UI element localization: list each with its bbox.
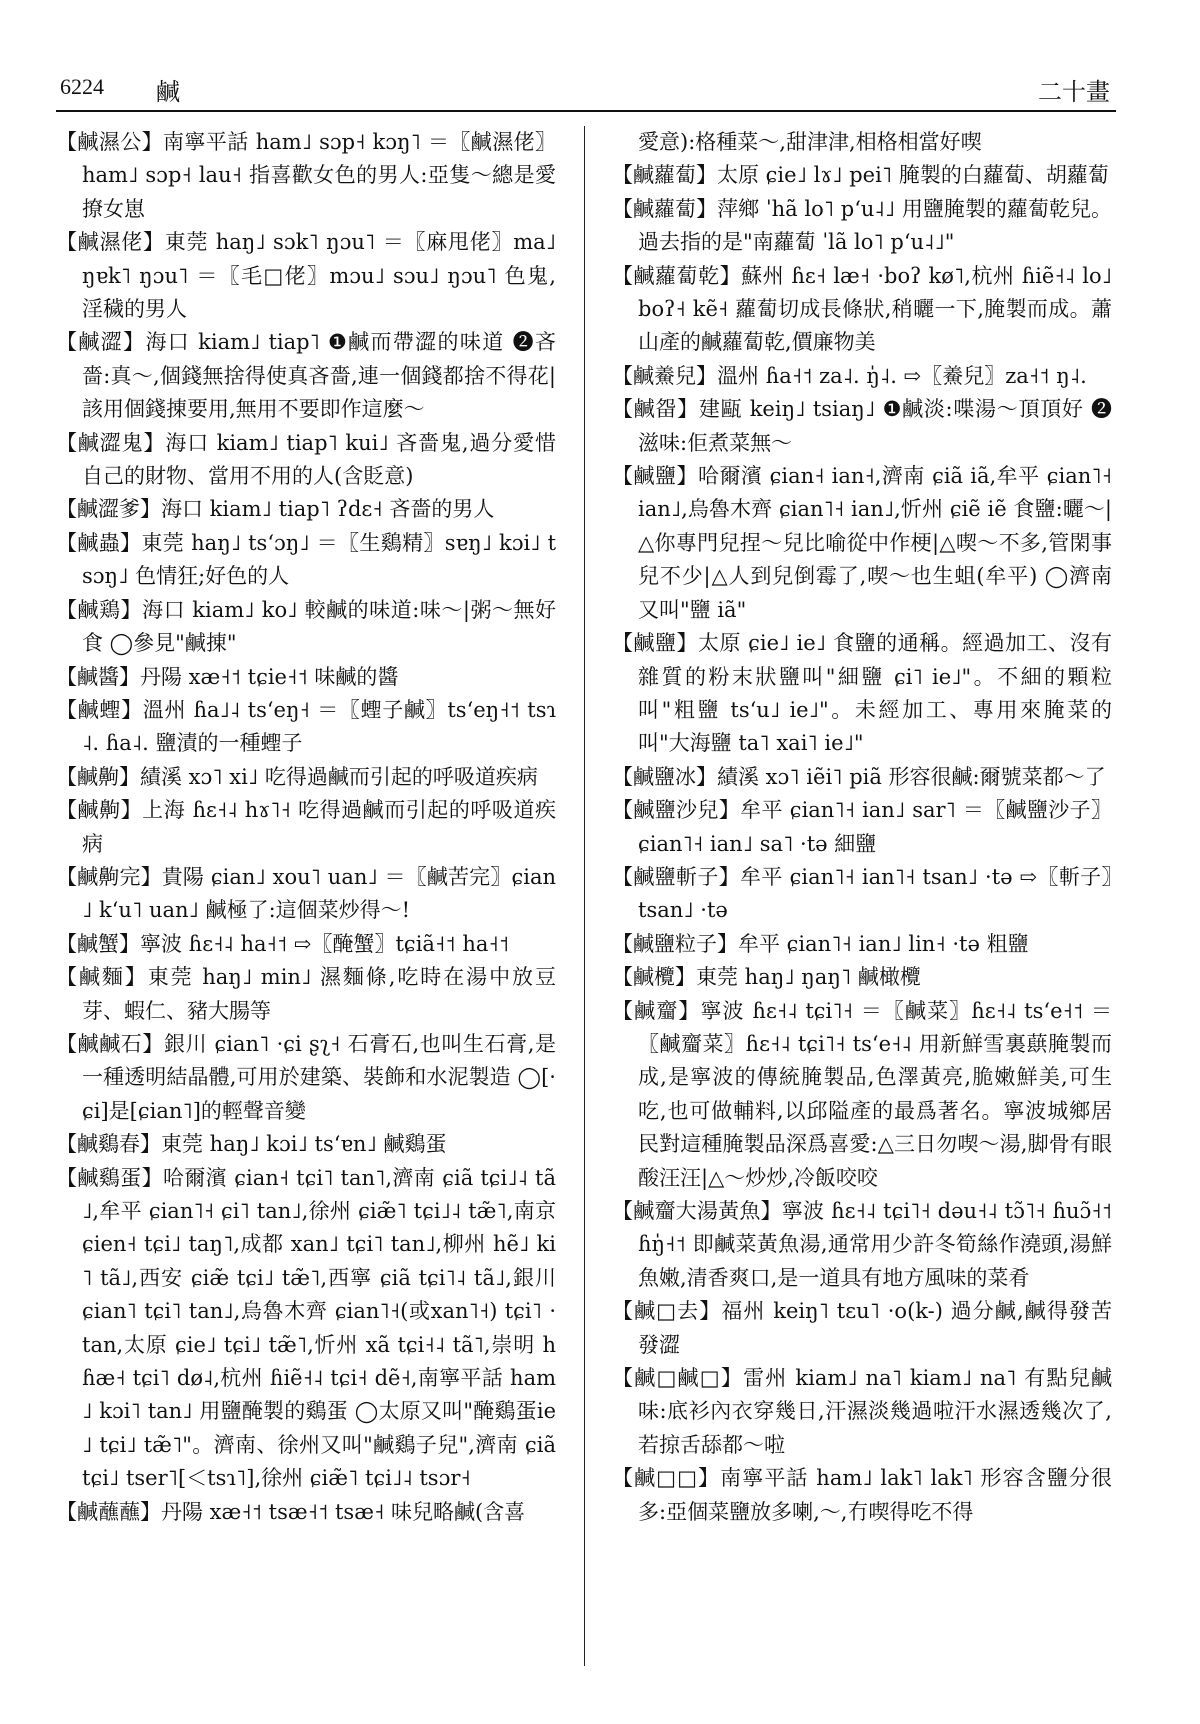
dictionary-entry	[612, 159, 1112, 192]
entry-headword: 【鹹鹽沙兒】	[612, 798, 741, 823]
page-header	[56, 60, 1116, 112]
entry-headword: 【鹹鹽粒子】	[612, 931, 738, 956]
entry-headword: 【鹹麵】	[56, 965, 148, 990]
entry-headword: 【鹹鷄春】	[56, 1132, 161, 1157]
entry-definition: 貴陽 ɕian˩ xou˥ uan˩ ＝〖鹹苦完〗ɕian˩ kʻu˥ uan˩ 鹹極了:這個菜炒得～!	[82, 864, 556, 923]
entry-headword: 【鹹澀爹】	[56, 497, 161, 522]
entry-definition: 海口 kiam˩ ko˩ 較鹹的味道:味～|粥～無好食 ◯參見"鹹㨂"	[82, 597, 556, 656]
column-divider	[584, 126, 585, 1666]
dictionary-page	[56, 60, 1116, 1670]
entry-definition: 海口 kiam˩ tiap˥ kui˩ 吝嗇鬼,過分愛惜自己的財物、當用不用的人(含貶意)	[82, 430, 556, 489]
entry-headword: 【鹹澀】	[56, 330, 146, 355]
entry-definition: 東莞 haŋ˩ ŋaŋ˥ 鹹橄欖	[696, 965, 921, 990]
entry-definition: 東莞 haŋ˩ kɔi˩ tsʻɐn˩ 鹹鷄蛋	[161, 1132, 447, 1157]
dictionary-entry	[612, 761, 1112, 794]
dictionary-entry	[56, 661, 556, 694]
dictionary-entry	[56, 861, 556, 928]
dictionary-entry	[56, 527, 556, 594]
entry-definition: 太原 ɕie˩ ie˩ 食鹽的通稱。經過加工、沒有雜質的粉末狀鹽叫"細鹽 ɕi˥ ie˩"。不細的顆粒叫"粗鹽 tsʻu˩ ie˩"。未經加工、專用來腌菜的叫"大海鹽 ta˥ xai˥ ie˩"	[638, 631, 1112, 756]
dictionary-entry	[612, 995, 1112, 1195]
dictionary-entry	[56, 326, 556, 426]
entry-definition: 東莞 haŋ˩ sɔk˥ ŋɔu˥ ＝〖麻甩佬〗ma˩ ŋɐk˥ ŋɔu˥ ＝〖毛□佬〗mɔu˩ sɔu˩ ŋɔu˥ 色鬼,淫穢的男人	[82, 230, 556, 322]
entry-headword: 【鹹蟶】	[56, 697, 143, 722]
dictionary-entry	[612, 1362, 1112, 1462]
entry-definition: 建甌 keiŋ˩ tsiaŋ˩ ❶鹹淡:喋湯～頂頂好 ❷滋味:佢煮菜無～	[638, 397, 1112, 455]
entry-definition: 哈爾濱 ɕian˧ tɕi˥ tan˥,濟南 ɕiã tɕi˩˨ tã˩,牟平 ɕian˥˧ ɕi˥ tan˩,徐州 ɕiæ̃˥ tɕi˩˨ tæ̃˥,南京 ɕien˧ tɕi˩ taŋ˥,成都 xan˩ tɕi˥ tan˩,柳州 hẽ˩ ki˥ tã˩,西安 ɕiæ̃ tɕi˩ tæ̃˥,西寧 ɕiã tɕi˥˨ tã˩,銀川 ɕian˥ tɕi˥ tan˩,烏魯木齊 ɕian˥˧(或xan˥˧) tɕi˥ ·tan,太原 ɕie˩ tɕi˩ tæ̃˥,忻州 xã tɕi˧˨ tã˥,崇明 hɦæ˧ tɕi˥ dø˨,杭州 ɦiẽ˧˨ tɕi˧ dẽ˧,南寧平話 ham˩ kɔi˥ tan˩ 用鹽醃製的鷄蛋 ◯太原又叫"醃鷄蛋ie˩ tɕi˩ tæ̃˥"。濟南、徐州又叫"鹹鷄子兒",濟南 ɕiã tɕi˩ tser˥[＜tsɿ˥],徐州 ɕiæ̃˥ tɕi˩˨ tsɔr˧	[82, 1165, 556, 1491]
dictionary-entry	[612, 928, 1112, 961]
entry-headword: 【鹹蟲】	[56, 530, 142, 555]
dictionary-entry	[612, 360, 1112, 393]
entry-headword: 【鹹□□】	[612, 1466, 721, 1491]
page-number: 6224	[60, 74, 104, 99]
right-column	[612, 126, 1112, 1666]
dictionary-entry	[612, 1295, 1112, 1362]
entry-headword: 【鹹齏】	[612, 998, 701, 1023]
entry-headword: 【鹹濕佬】	[56, 230, 165, 255]
dictionary-entry	[612, 1195, 1112, 1295]
entry-definition: 丹陽 xæ˧˦ tɕie˧˦ 味鹹的醬	[140, 664, 399, 689]
entry-definition: 蘇州 ɦɛ˧ læ˧ ·boʔ kø˥,杭州 ɦiẽ˧˨ lo˩ boʔ˧ kẽ˧ 蘿蔔切成長條狀,稍曬一下,腌製而成。蕭山產的鹹蘿蔔乾,價廉物美	[638, 263, 1112, 355]
entry-definition: 溫州 ɦa˧˦ za˨. ŋ̍˨. ⇨〖鯗兒〗za˧˦ ŋ˨.	[717, 363, 1087, 388]
entry-headword: 【鹹鹽斬子】	[612, 864, 740, 889]
entry-headword: 【鹹□去】	[612, 1299, 722, 1324]
dictionary-entry	[612, 193, 1112, 260]
entry-headword: 【鹹鹽】	[612, 464, 698, 489]
entry-headword: 【鹹鹹石】	[56, 1031, 164, 1056]
entry-headword: 【鹹鯗兒】	[612, 363, 717, 388]
entry-definition: 雷州 kiam˩ na˥ kiam˩ na˥ 有點兒鹹味:底衫內衣穿幾日,汗濕淡幾過啦汗水濕透幾次了,若掠舌舔都～啦	[638, 1366, 1112, 1457]
entry-headword: 【鹹齁】	[56, 764, 140, 789]
entry-definition: 哈爾濱 ɕian˧ ian˧,濟南 ɕiã iã,牟平 ɕian˥˧ ian˩,烏魯木齊 ɕian˥˧ ian˩,忻州 ɕiẽ iẽ 食鹽:曬～|△你專門兒捏～兒比喻從中作梗|△喫～不多,管閑事兒不少|△人到兒倒霉了,喫～也生蛆(牟平) ◯濟南又叫"鹽 iã"	[638, 464, 1112, 622]
entry-headword: 【鹹鹽冰】	[612, 764, 717, 789]
entry-headword: 【鹹□鹹□】	[612, 1366, 744, 1391]
dictionary-entry	[56, 427, 556, 494]
dictionary-entry	[56, 226, 556, 326]
entry-definition: 海口 kiam˩ tiap˥ ʔdɛ˧ 吝嗇的男人	[161, 497, 495, 522]
entry-definition: 銀川 ɕian˥ ·ɕi ʂʅ˧ 石膏石,也叫生石膏,是一種透明結晶體,可用於建築、裝飾和水泥製造 ◯[·ɕi]是[ɕian˥]的輕聲音變	[82, 1031, 556, 1123]
entry-headword: 【鹹鹽】	[612, 631, 698, 656]
entry-headword: 【鹹蘿蔔】	[612, 196, 718, 221]
dictionary-entry	[56, 928, 556, 961]
entry-definition: 南寧平話 ham˩ sɔp˧ kɔŋ˥ ＝〖鹹濕佬〗ham˩ sɔp˧ lau˧ 指喜歡女色的男人:亞隻～總是愛撩女崽	[82, 130, 556, 221]
entry-definition: 丹陽 xæ˧˦ tsæ˧˦ tsæ˧ 味兒略鹹(含喜	[161, 1499, 526, 1524]
dictionary-entry	[56, 1162, 556, 1496]
running-headword: 鹹	[156, 78, 180, 106]
entry-definition: 東莞 haŋ˩ tsʻɔŋ˩ ＝〖生鷄精〗sɐŋ˩ kɔi˩ tsɔŋ˩ 色情狂;好色的人	[82, 530, 556, 589]
dictionary-entry	[612, 861, 1112, 928]
entry-definition: 牟平 ɕian˥˧ ian˩ sar˥ ＝〖鹹鹽沙子〗ɕian˥˧ ian˩ sa˥ ·tə 細鹽	[638, 798, 1112, 856]
dictionary-entry	[612, 393, 1112, 460]
entry-definition: 上海 ɦɛ˧˨ hɤ˥˧ 吃得過鹹而引起的呼吸道疾病	[82, 798, 556, 856]
dictionary-entry	[56, 493, 556, 526]
left-column	[56, 126, 556, 1666]
entry-definition: 寧波 ɦɛ˧˨ tɕi˥˧ dəu˧˨ tɔ̃˥˧ ɦuɔ̃˧˦ ɦŋ̍˧˦ 即鹹菜黃魚湯,通常用少許冬筍絲作澆頭,湯鮮魚嫩,清香爽口,是一道具有地方風味的菜肴	[638, 1199, 1112, 1290]
entry-definition: 溫州 ɦa˩˨ tsʻeŋ˧ ＝〖蟶子鹹〗tsʻeŋ˧˦ tsɿ˨. ɦa˨. 鹽漬的一種蟶子	[82, 697, 556, 756]
entry-headword: 【鹹蘿蔔乾】	[612, 263, 742, 288]
dictionary-entry	[612, 961, 1112, 994]
entry-headword: 【鹹鷄蛋】	[56, 1165, 163, 1190]
stroke-section: 二十畫	[1038, 78, 1110, 106]
entry-columns	[56, 126, 1116, 1666]
entry-definition: 東莞 haŋ˩ min˩ 濕麵條,吃時在湯中放豆芽、蝦仁、豬大腸等	[82, 965, 556, 1023]
dictionary-entry	[612, 627, 1112, 761]
entry-definition: 萍鄉 ˈhã lo˥ pʻu˨˩ 用鹽腌製的蘿蔔乾兒。過去指的是"南蘿蔔 ˈlã lo˥ pʻu˨˩"	[638, 196, 1112, 255]
entry-definition: 南寧平話 ham˩ lak˥ lak˥ 形容含鹽分很多:亞個菜鹽放多喇,～,冇喫得吃不得	[638, 1466, 1112, 1524]
entry-headword: 【鹹醬】	[56, 664, 140, 689]
dictionary-entry	[612, 126, 1112, 159]
dictionary-entry	[612, 260, 1112, 360]
dictionary-entry	[56, 1496, 556, 1529]
dictionary-entry	[612, 460, 1112, 627]
dictionary-entry	[56, 794, 556, 861]
entry-headword: 【鹹欖】	[612, 965, 696, 990]
entry-definition: 太原 ɕie˩ lɤ˩ pei˥ 腌製的白蘿蔔、胡蘿蔔	[717, 163, 1109, 188]
dictionary-entry	[612, 1462, 1112, 1529]
entry-definition: 寧波 ɦɛ˧˨ tɕi˥˧ ＝〖鹹菜〗ɦɛ˧˨ tsʻe˧˦ ＝〖鹹齏菜〗ɦɛ˧˨ tɕi˥˧ tsʻe˧˨ 用新鮮雪裏蕻腌製而成,是寧波的傳統腌製品,色澤黃亮,脆嫩鮮美,可生吃,也可做輔料,以邱隘產的最爲著名。寧波城鄉居民對這種腌製品深爲喜愛:△三日勿喫～湯,脚骨有眼酸汪汪|△～炒炒,冷飯咬咬	[638, 998, 1112, 1190]
entry-headword: 【鹹鶏】	[56, 597, 143, 622]
entry-definition: 績溪 xɔ˥ xi˩ 吃得過鹹而引起的呼吸道疾病	[140, 764, 538, 789]
entry-headword: 【鹹齁完】	[56, 864, 162, 889]
entry-headword: 【鹹濕公】	[56, 130, 164, 154]
entry-headword: 【鹹蘸蘸】	[56, 1499, 161, 1524]
dictionary-entry	[612, 794, 1112, 861]
entry-definition: 牟平 ɕian˥˧ ian˥˧ tsan˩ ·tə ⇨〖斬子〗tsan˩ ·tə	[638, 864, 1112, 923]
entry-headword: 【鹹齁】	[56, 798, 143, 823]
entry-definition: 海口 kiam˩ tiap˥ ❶鹹而帶澀的味道 ❷吝嗇:真～,個錢無捨得使真吝嗇,連一個錢都捨不得花|該用個錢㨂要用,無用不要即作這麼～	[82, 330, 556, 422]
entry-headword: 【鹹㽜】	[612, 397, 699, 422]
entry-headword: 【鹹蟹】	[56, 931, 140, 956]
entry-definition: 績溪 xɔ˥ iẽi˥ piã 形容很鹹:爾號菜都～了	[717, 764, 1106, 789]
dictionary-entry	[56, 126, 556, 226]
dictionary-entry	[56, 761, 556, 794]
dictionary-entry	[56, 961, 556, 1028]
dictionary-entry	[56, 1128, 556, 1161]
dictionary-entry	[56, 1028, 556, 1128]
entry-headword: 【鹹澀鬼】	[56, 430, 166, 455]
dictionary-entry	[56, 594, 556, 661]
entry-definition: 牟平 ɕian˥˧ ian˩ lin˧ ·tə 粗鹽	[738, 931, 1029, 956]
dictionary-entry	[56, 694, 556, 761]
entry-headword: 【鹹蘿蔔】	[612, 163, 717, 188]
entry-definition: 福州 keiŋ˥ tɛu˥ ·o(k-) 過分鹹,鹹得發苦發澀	[638, 1299, 1112, 1357]
entry-headword: 【鹹齏大湯黃魚】	[612, 1199, 782, 1223]
entry-definition: 寧波 ɦɛ˧˨ ha˧˦ ⇨〖醃蟹〗tɕiã˧˦ ha˧˦	[140, 931, 510, 956]
entry-definition: 愛意):格種菜～,甜津津,相格相當好喫	[638, 130, 982, 154]
